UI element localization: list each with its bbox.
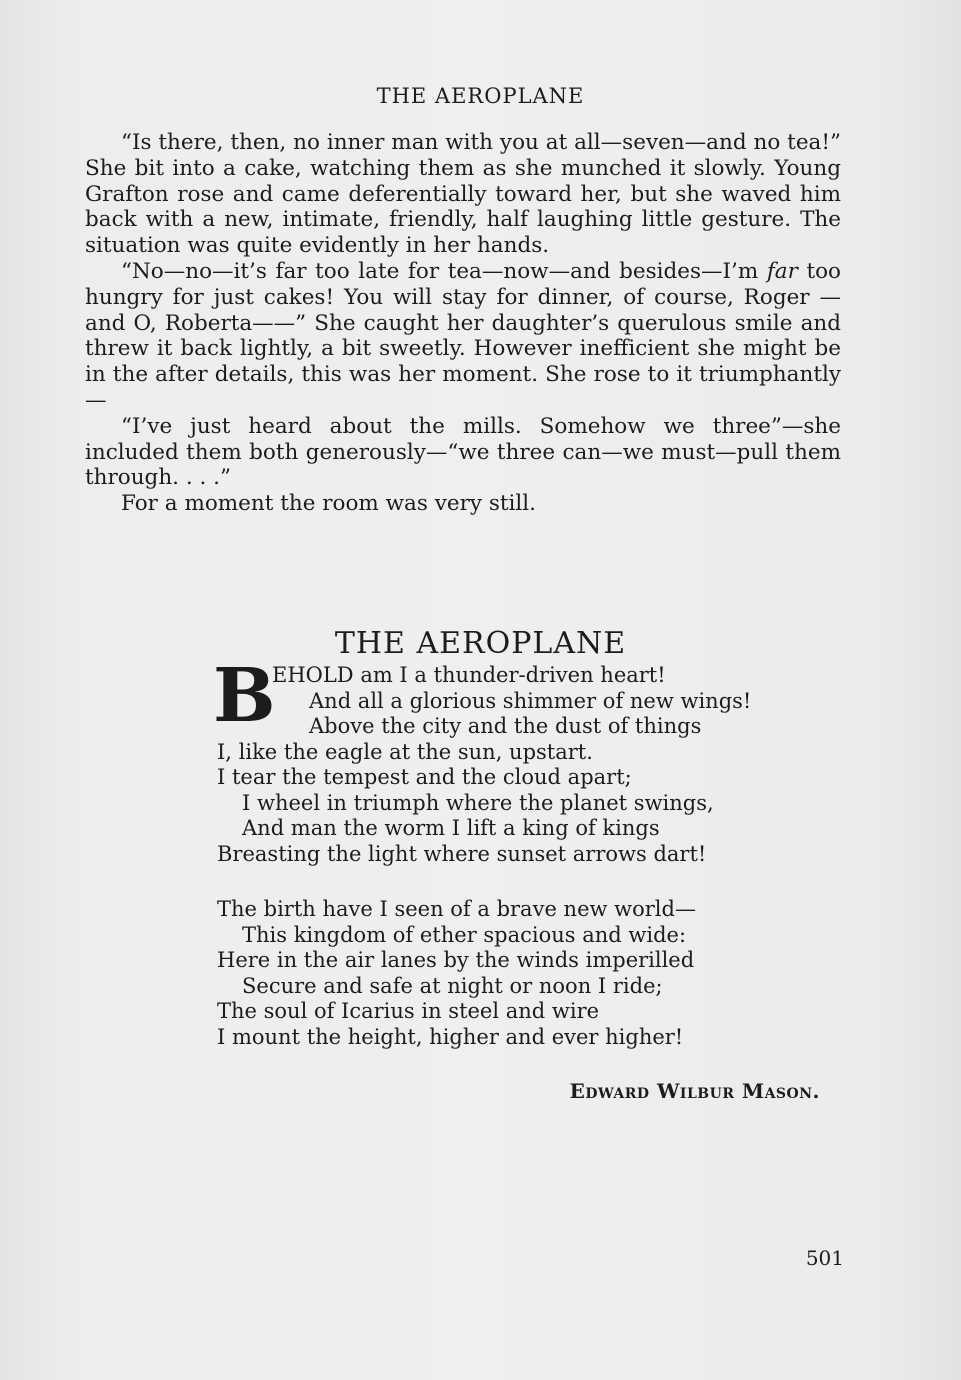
story-text: [85, 130, 841, 517]
poem-author: Edward Wilbur Mason.: [569, 1079, 820, 1103]
poem-line: I, like the eagle at the sun, upstart.: [217, 739, 593, 764]
poem-stanza-1: [0, 663, 961, 867]
story-paragraph: “Is there, then, no inner man with you at all—seven—and no tea!” She bit into a cake, watching them as she munched it slowly. Young Grafton rose and came deferentially toward her, but she waved him back with a new, intimate, friendly, half laughing little gesture. The situation was quite evidently in her hands.: [85, 130, 841, 259]
poem-line: And all a glorious shimmer of new wings!: [309, 688, 752, 713]
poem-line: Breasting the light where sunset arrows dart!: [217, 841, 707, 866]
poem-line: The soul of Icarius in steel and wire: [217, 999, 600, 1023]
story-paragraph: “I’ve just heard about the mills. Somehow we three”—she included them both generously—“we three can—we must—pull them through. . . .”: [85, 413, 841, 491]
poem-line: I mount the height, higher and ever higher!: [217, 1024, 684, 1049]
poem-line: I tear the tempest and the cloud apart;: [217, 765, 632, 789]
story-paragraph: [85, 259, 841, 414]
running-head: THE AEROPLANE: [376, 84, 585, 108]
emphasis: far: [766, 258, 798, 284]
poem-line: Here in the air lanes by the winds imperilled: [217, 948, 695, 972]
poem-line: And man the worm I lift a king of kings: [242, 816, 660, 840]
poem-line: Above the city and the dust of things: [309, 714, 702, 738]
story-paragraph-text: “No—no—it’s far too late for tea—now—and besides—I’m far too hungry for just cakes! You will stay for dinner, of course, Roger —and O, Roberta——” She caught her daughter’s querulous smile and threw it back lightly, a bit sweetly. However inefficient she might be in the after details, this was her moment. She rose to it triumphantly—: [85, 258, 841, 413]
poem-stanza-2: [0, 897, 961, 1050]
poem-line: This kingdom of ether spacious and wide:: [242, 922, 687, 947]
poem-line: I wheel in triumph where the planet swings,: [242, 790, 714, 815]
poem-line: EHOLD am I a thunder-driven heart!: [272, 663, 666, 687]
story-paragraph: For a moment the room was very still.: [121, 491, 536, 517]
poem-line: Secure and safe at night or noon I ride;: [242, 973, 663, 998]
poem-line: The birth have I seen of a brave new world—: [217, 897, 696, 921]
drop-cap: B: [213, 653, 276, 739]
poem-title: THE AEROPLANE: [334, 626, 627, 661]
page-number: 501: [805, 1246, 844, 1270]
